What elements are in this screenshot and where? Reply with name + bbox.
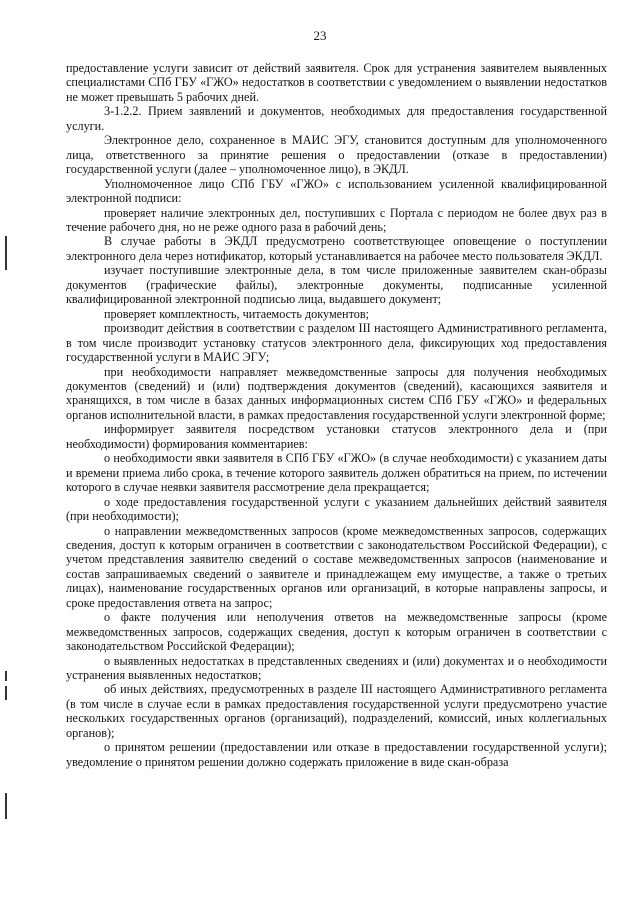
paragraph: проверяет комплектность, читаемость документов; [104,306,369,321]
document-body [66,61,607,769]
margin-mark [5,236,7,270]
paragraph: о принятом решении (предоставлении или отказе в предоставлении государственной услуги); уведомление о принятом решении должно содержать приложение в виде скан-образа [66,740,607,769]
paragraph: Уполномоченное лицо СПб ГБУ «ГЖО» с использованием усиленной квалифицированной электронной подписи: [66,176,607,206]
paragraph: об иных действиях, предусмотренных в разделе III настоящего Административного регламента (в том числе в случае если в рамках предоставления государственной услуги предусмотрено участие нескольких государственных органов (организаций), подразделений, комиссий, иных коллегиальных органов); [66,682,607,740]
paragraph: о ходе предоставления государственной услуги с указанием дальнейших действий заявителя (при необходимости); [66,494,607,524]
paragraph: о направлении межведомственных запросов (кроме межведомственных запросов, содержащих сведения, доступ к которым ограничен в соответствии с законодательством Российской Федерации), с учетом представления заявителю сведений о составе межведомственных запросов (наименование и состав запрашиваемых сведений о заявителе и принадлежащем ему имуществе, а также о третьих лицах), наименование государственных органов или организаций, в которые направлены запросы, и сроке предоставления ответа на запрос; [66,523,607,610]
paragraph: изучает поступившие электронные дела, в том числе приложенные заявителем скан-образы документов (графические файлы), электронные документы, подписанные усиленной квалифицированной электронной подписью лица, выдавшего документ; [66,263,607,307]
section-heading: 3-1.2.2. Прием заявлений и документов, необходимых для предоставления государственной услуги. [66,104,607,133]
margin-mark [5,686,7,700]
paragraph: о необходимости явки заявителя в СПб ГБУ «ГЖО» (в случае необходимости) с указанием даты и времени приема либо срока, в течение которого заявитель должен обратиться на прием, по истечении которого в случае неявки заявителя рассмотрение дела прекращается; [66,451,607,495]
paragraph: Электронное дело, сохраненное в МАИС ЭГУ, становится доступным для уполномоченного лица, ответственного за принятие решения о предоставлении (отказе в предоставлении) государственной услуги (далее – уполномоченное лицо), в ЭКДЛ. [66,133,607,177]
page-number: 23 [313,28,327,43]
paragraph: информирует заявителя посредством установки статусов электронного дела и (при необходимости) формирования комментариев: [66,422,607,451]
paragraph: при необходимости направляет межведомственные запросы для получения необходимых документов (сведений) и (или) подтверждения документов (сведений), касающихся заявителя и хранящихся, в том числе в базах данных информационных систем СПб ГБУ «ГЖО» и федеральных органов исполнительной власти, в рамках предоставления государственной услуги электронной форме; [66,364,607,422]
margin-mark [5,793,7,819]
paragraph: о выявленных недостатках в представленных сведениях и (или) документах и о необходимости устранения выявленных недостатков; [66,653,607,683]
paragraph: производит действия в соответствии с разделом III настоящего Административного регламента, в том числе производит установку статусов электронного дела, фиксирующих ход предоставления государственной услуги в МАИС ЭГУ; [66,321,607,365]
margin-mark [5,671,7,681]
paragraph: В случае работы в ЭКДЛ предусмотрено соответствующее оповещение о поступлении электронного дела через нотификатор, который устанавливается на рабочее место пользователя ЭКДЛ. [66,234,607,263]
paragraph: проверяет наличие электронных дел, поступивших с Портала с периодом не более двух раз в течение рабочего дня, но не реже одного раза в рабочий день; [66,205,607,234]
paragraph: о факте получения или неполучения ответов на межведомственные запросы (кроме межведомственных запросов, содержащих сведения, доступ к которым ограничен в соответствии с законодательством Российской Федерации); [66,610,607,654]
paragraph: предоставление услуги зависит от действий заявителя. Срок для устранения заявителем выявленных специалистами СПб ГБУ «ГЖО» недостатков в соответствии с уведомлением о выявлении недостатков не может превышать 5 рабочих дней. [66,61,607,104]
